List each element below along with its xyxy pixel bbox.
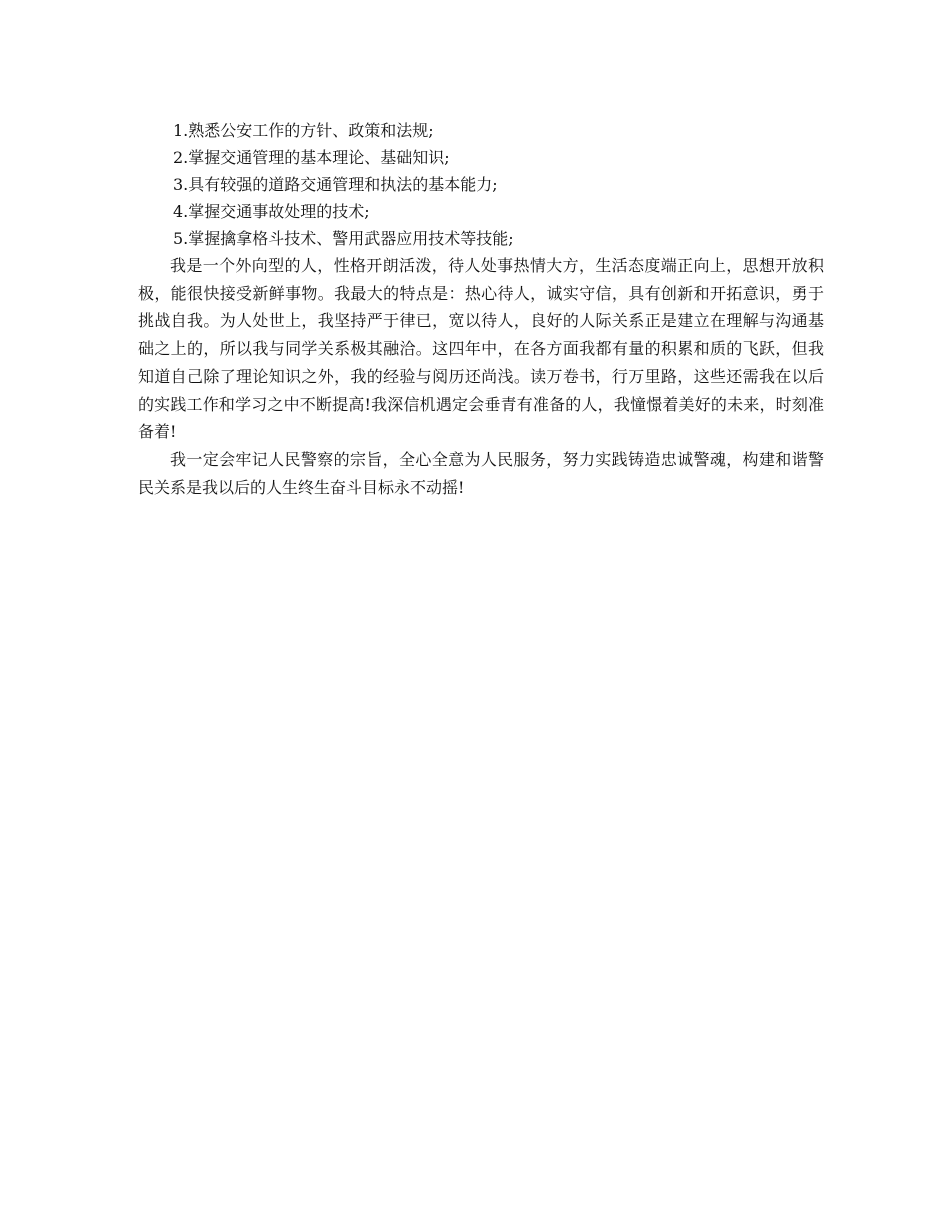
list-item-5: 5.掌握擒拿格斗技术、警用武器应用技术等技能; xyxy=(173,229,514,248)
list-item-2: 2.掌握交通管理的基本理论、基础知识; xyxy=(173,148,450,167)
list-item-1: 1.熟悉公安工作的方针、政策和法规; xyxy=(173,121,434,140)
document-body xyxy=(138,117,824,501)
list-item-3: 3.具有较强的道路交通管理和执法的基本能力; xyxy=(173,175,498,194)
list-item-4: 4.掌握交通事故处理的技术; xyxy=(173,202,370,221)
paragraph-commitment: 我一定会牢记人民警察的宗旨，全心全意为人民服务，努力实践铸造忠诚警魂，构建和谐警民关系是我以后的人生终生奋斗目标永不动摇! xyxy=(138,449,824,497)
paragraph-self-introduction: 我是一个外向型的人，性格开朗活泼，待人处事热情大方，生活态度端正向上，思想开放积极，能很快接受新鲜事物。我最大的特点是：热心待人，诚实守信，具有创新和开拓意识，勇于挑战自我。为人处世上，我坚持严于律已，宽以待人，良好的人际关系正是建立在理解与沟通基础之上的，所以我与同学关系极其融洽。这四年中，在各方面我都有量的积累和质的飞跃，但我知道自己除了理论知识之外，我的经验与阅历还尚浅。读万卷书，行万里路，这些还需我在以后的实践工作和学习之中不断提高!我深信机遇定会垂青有准备的人，我憧憬着美好的未来，时刻准备着! xyxy=(138,256,824,442)
